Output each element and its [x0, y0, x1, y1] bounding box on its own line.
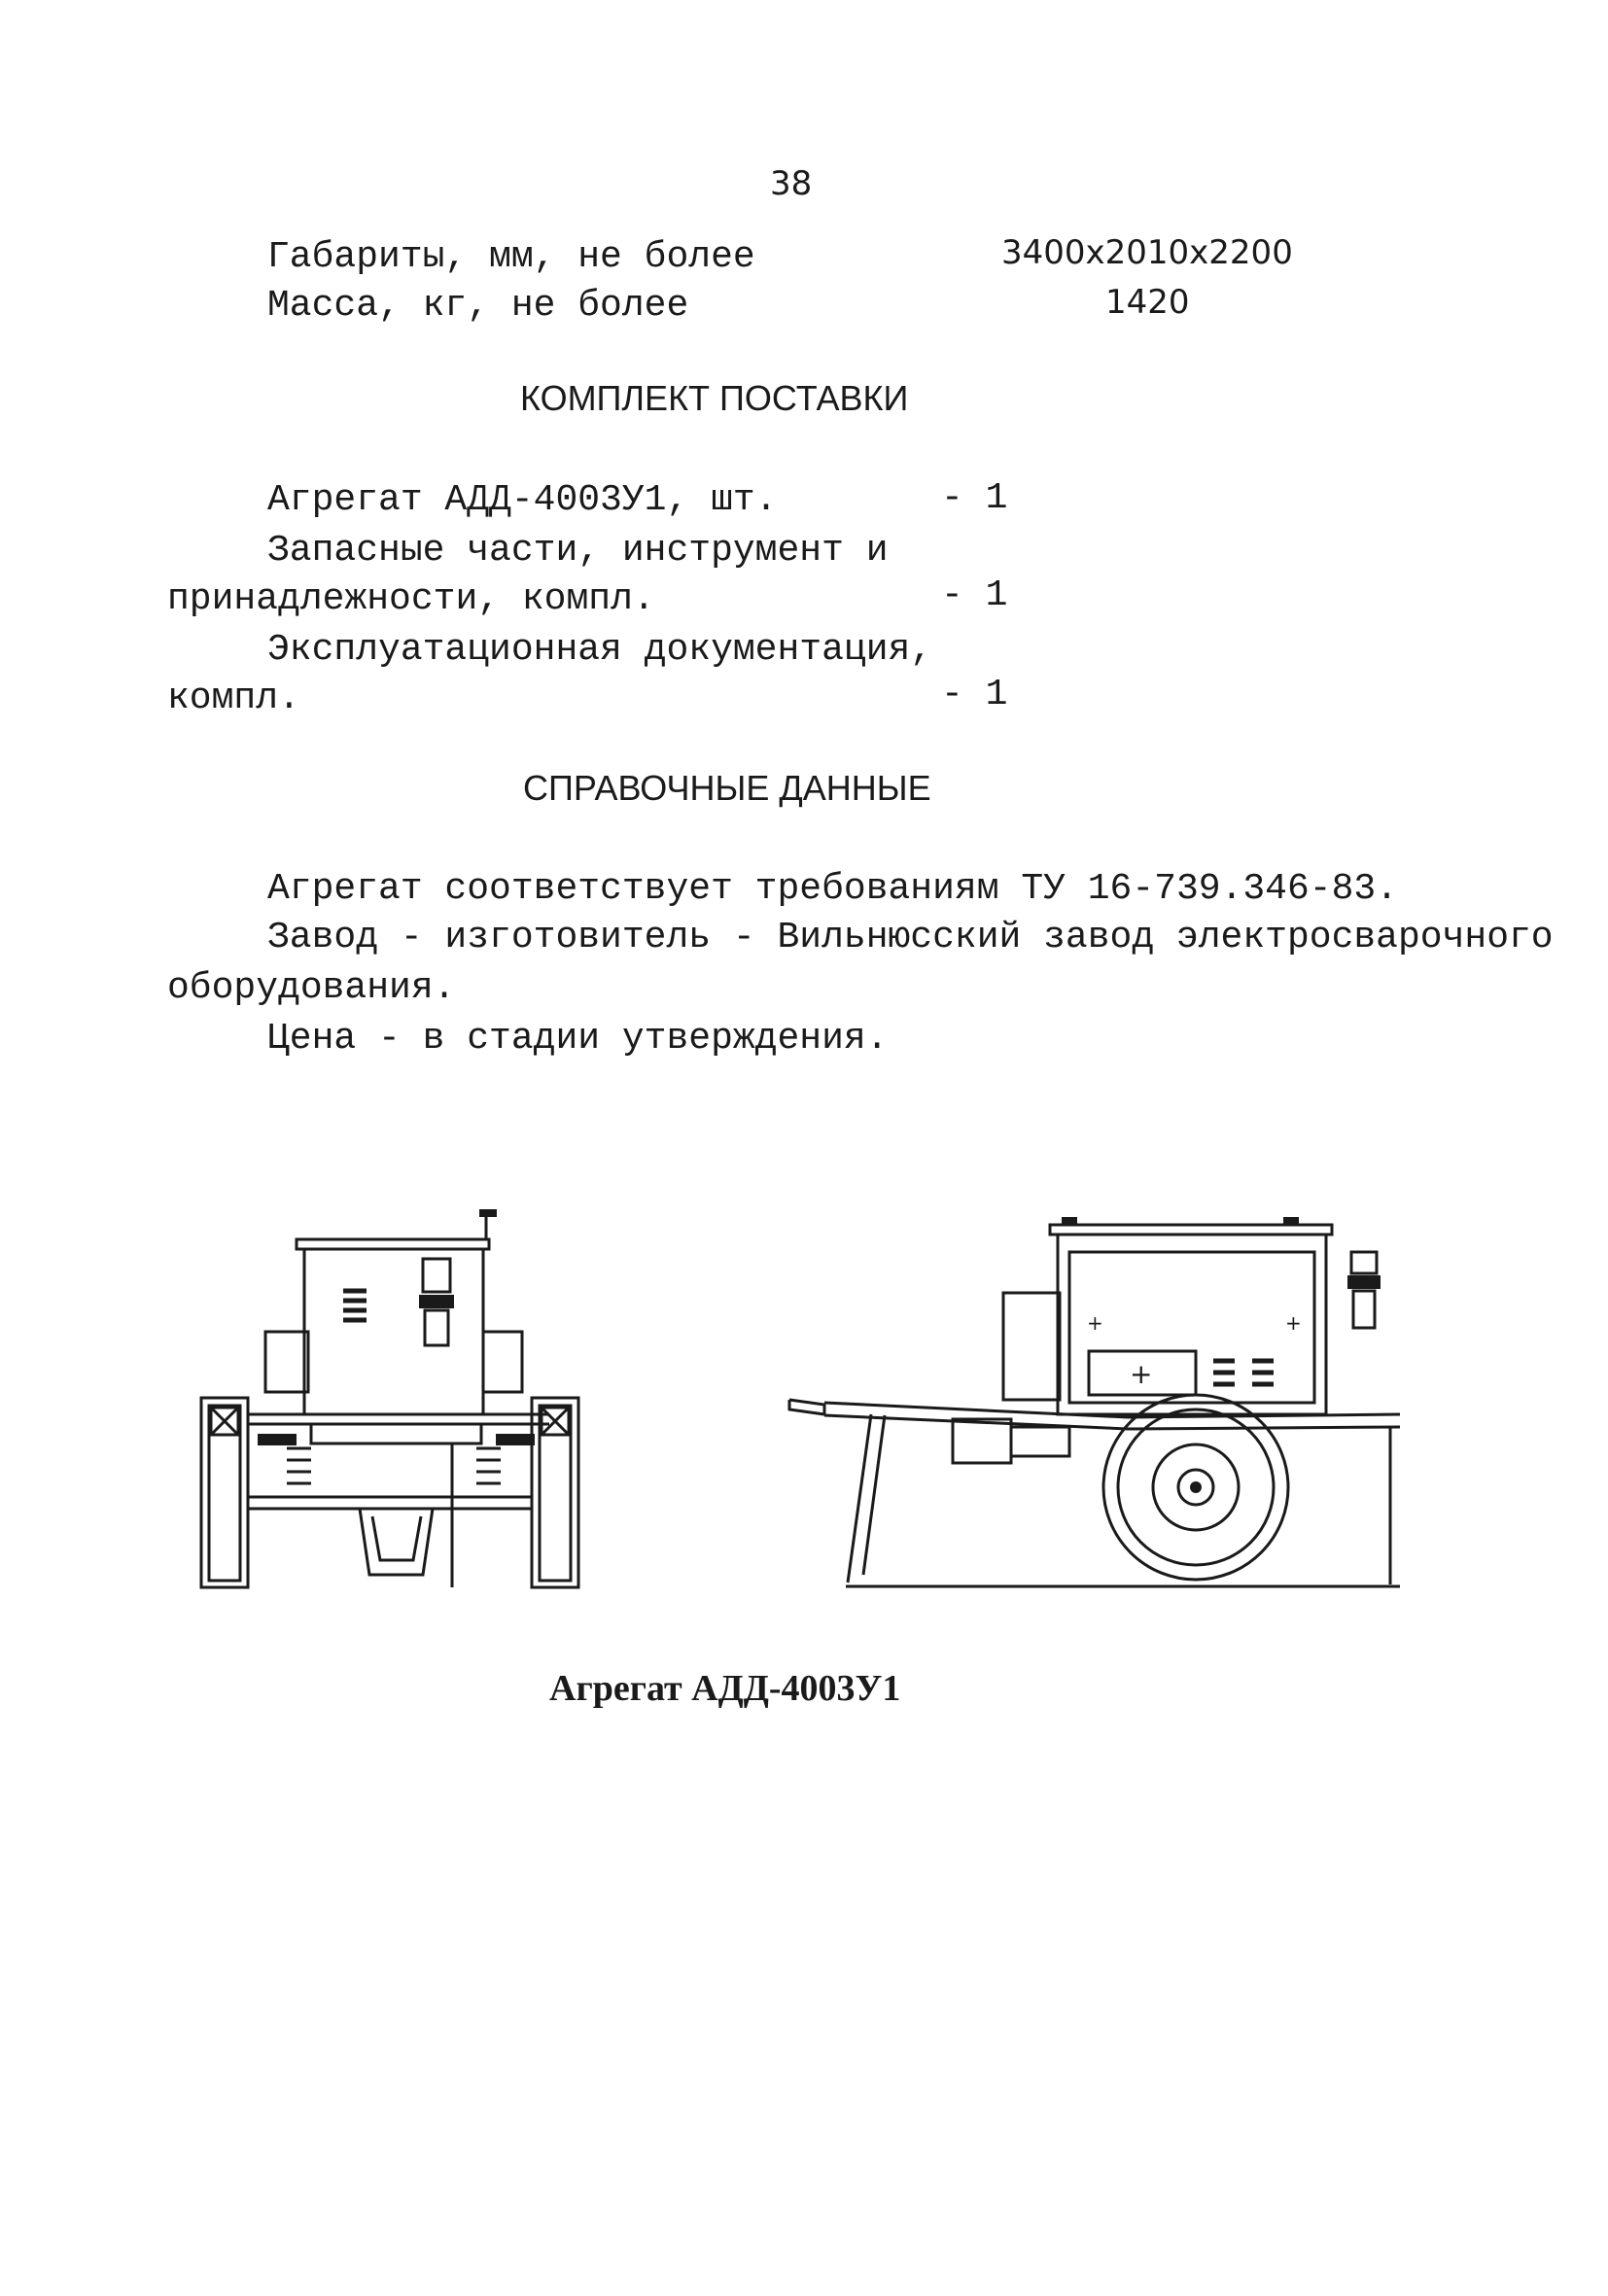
spec-mass-label: Масса, кг, не более: [267, 285, 689, 327]
vent-louver-icon: [1213, 1361, 1274, 1384]
reference-line-1: Агрегат соответствует требованиям ТУ 16-739.346-83.: [267, 868, 1398, 910]
delivery-item-2-qty: - 1: [941, 574, 1008, 616]
spec-mass-value: 1420: [1105, 283, 1190, 322]
delivery-item-2-text: Запасные части, инструмент и: [267, 530, 889, 572]
reference-line-2: Завод - изготовитель - Вильнюсский завод электросварочного: [267, 917, 1554, 958]
vent-louver-icon: [343, 1291, 367, 1320]
svg-text:+: +: [1087, 1311, 1103, 1335]
drawing-side-view: [778, 1205, 1419, 1604]
svg-text:+: +: [1285, 1311, 1302, 1335]
delivery-item-3-text: Эксплуатационная документация,: [267, 629, 933, 671]
figure-caption: Агрегат АДД-4003У1: [549, 1668, 901, 1709]
delivery-item-3-qty: - 1: [941, 674, 1008, 715]
spec-dimensions-value: 3400х2010х2200: [1001, 233, 1293, 272]
delivery-item-1-qty: - 1: [941, 477, 1008, 519]
page-number: 38: [770, 164, 813, 203]
svg-text:+: +: [1130, 1358, 1153, 1390]
delivery-item-1-text: Агрегат АДД-4003У1, шт.: [267, 479, 778, 521]
delivery-item-3-text-cont: компл.: [167, 678, 300, 719]
spec-dimensions-label: Габариты, мм, не более: [267, 236, 755, 278]
drawing-front-view: [190, 1205, 608, 1604]
delivery-item-2-text-cont: принадлежности, компл.: [167, 578, 655, 620]
delivery-title: КОМПЛЕКТ ПОСТАВКИ: [520, 378, 909, 418]
reference-title: СПРАВОЧНЫЕ ДАННЫЕ: [523, 768, 931, 808]
reference-line-3: оборудования.: [167, 967, 456, 1009]
reference-line-4: Цена - в стадии утверждения.: [267, 1018, 889, 1060]
